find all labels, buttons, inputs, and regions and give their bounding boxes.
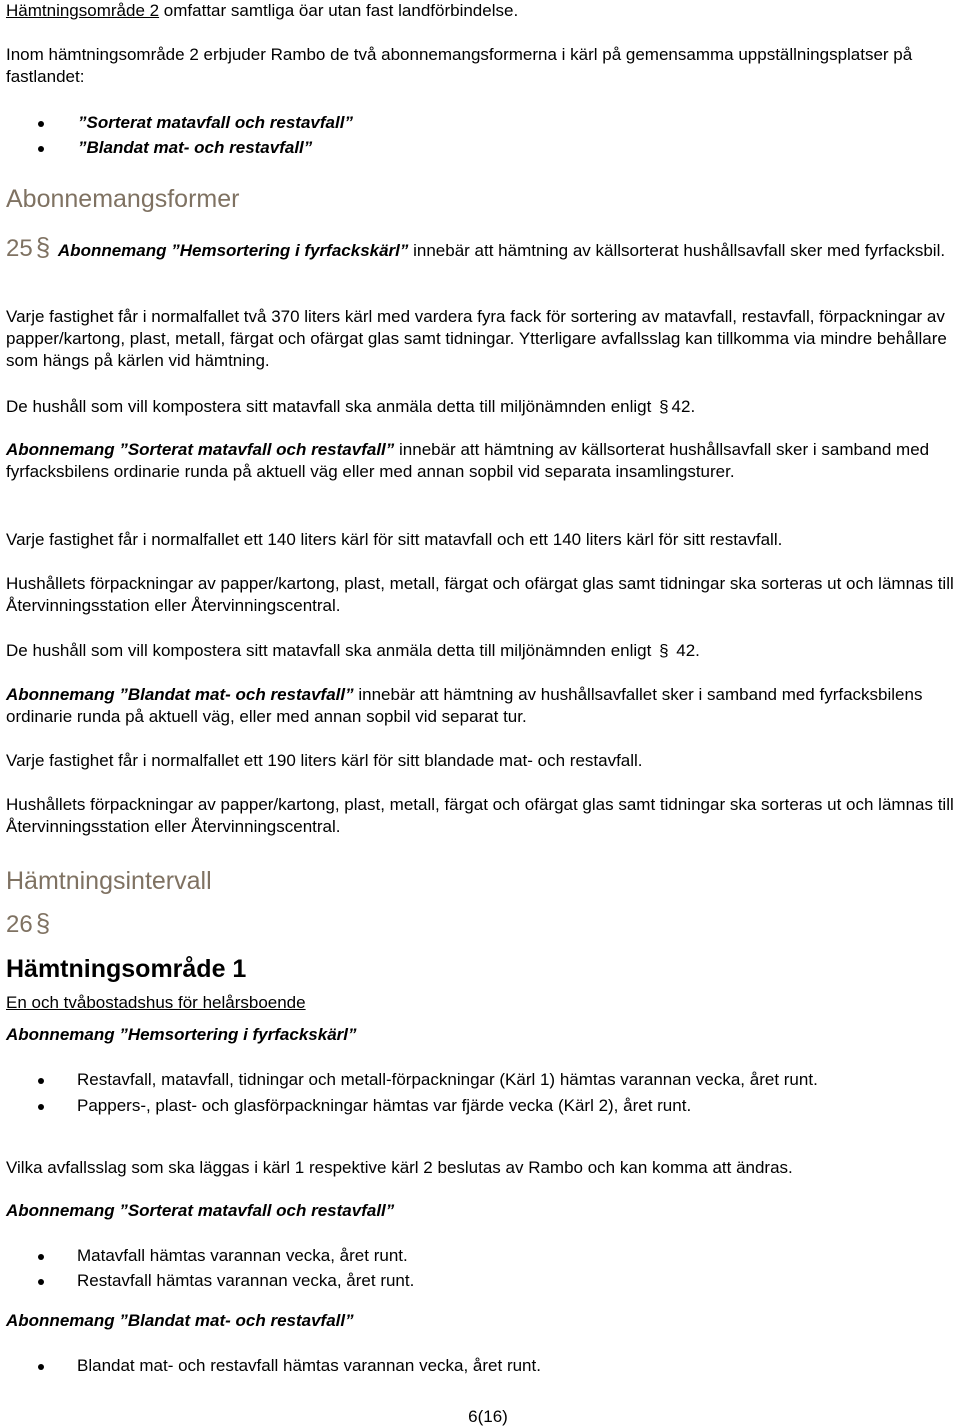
bullet-icon	[38, 1104, 44, 1110]
paragraph	[6, 684, 956, 728]
bullet-icon	[38, 1279, 44, 1285]
paragraph	[6, 396, 956, 418]
list-item-text: Restavfall, matavfall, tidningar och metall-förpackningar (Kärl 1) hämtas varannan vecka, året runt.	[77, 1070, 818, 1089]
bullet-icon	[38, 1078, 44, 1084]
paragraph: Hushållets förpackningar av papper/kartong, plast, metall, färgat och ofärgat glas samt tidningar ska sorteras ut och lämnas till Återvinningsstation eller Återvinningscentral.	[6, 795, 954, 836]
list-item	[6, 1355, 956, 1377]
section-heading-hamtningsintervall: Hämtningsintervall	[6, 867, 212, 895]
section-symbol: §	[35, 908, 51, 938]
para-26	[6, 910, 53, 940]
bullet-icon	[38, 146, 44, 152]
section-number: 26	[6, 911, 33, 938]
subscription-name: Abonnemang ”Sorterat matavfall och restavfall”	[6, 440, 395, 459]
para-25	[6, 234, 956, 264]
list-item	[6, 1245, 956, 1270]
subscription-heading: Abonnemang ”Sorterat matavfall och restavfall”	[6, 1201, 395, 1220]
subscription-heading: Abonnemang ”Blandat mat- och restavfall”	[6, 1311, 354, 1330]
para-text: innebär att hämtning av hushållsavfallet sker i samband med fyrfacksbilens ordinarie runda på aktuell väg, eller med annan sopbil vid separat tur.	[6, 685, 923, 726]
list-item	[6, 112, 946, 137]
section-heading-abonnemangsformer: Abonnemangsformer	[6, 185, 240, 213]
paragraph: Vilka avfallsslag som ska läggas i kärl 1 respektive kärl 2 beslutas av Rambo och kan komma att ändras.	[6, 1158, 793, 1177]
list-item-text: Pappers-, plast- och glasförpackningar hämtas var fjärde vecka (Kärl 2), året runt.	[77, 1096, 692, 1115]
list-item-text: ”Blandat mat- och restavfall”	[78, 138, 313, 157]
section-number: 25	[6, 235, 33, 262]
list-item	[6, 1069, 956, 1091]
section-symbol: §	[659, 397, 669, 416]
section-symbol: §	[35, 232, 51, 262]
bullet-icon	[38, 1364, 44, 1370]
list-item	[6, 137, 946, 159]
list-item	[6, 1095, 956, 1117]
bullet-icon	[38, 121, 44, 127]
area1-title: Hämtningsområde 1	[6, 955, 247, 983]
paragraph	[6, 439, 956, 483]
paragraph: Hushållets förpackningar av papper/kartong, plast, metall, färgat och ofärgat glas samt tidningar ska sorteras ut och lämnas till Återvinningsstation eller Återvinningscentral.	[6, 574, 954, 615]
list-item-text: Blandat mat- och restavfall hämtas varannan vecka, året runt.	[77, 1356, 541, 1375]
para-text: 42.	[671, 397, 696, 416]
area2-text: omfattar samtliga öar utan fast landförbindelse.	[159, 1, 519, 20]
subtitle: En och tvåbostadshus för helårsboende	[6, 993, 306, 1012]
para-text: innebär att hämtning av källsorterat hushållsavfall sker med fyrfacksbil.	[408, 241, 946, 260]
paragraph: Varje fastighet får i normalfallet ett 190 liters kärl för sitt blandade mat- och restavfall.	[6, 751, 643, 770]
bullet-list	[6, 1069, 956, 1117]
intro-bullet-list	[6, 112, 946, 159]
intro-paragraph: Inom hämtningsområde 2 erbjuder Rambo de två abonnemangsformerna i kärl på gemensamma uppställningsplatser på fastlandet:	[6, 45, 913, 86]
subscription-name: Abonnemang ”Hemsortering i fyrfackskärl”	[57, 241, 409, 260]
area2-line	[6, 0, 518, 22]
para-text: 42.	[671, 641, 700, 660]
bullet-list	[6, 1355, 956, 1377]
paragraph: Varje fastighet får i normalfallet ett 140 liters kärl för sitt matavfall och ett 140 liters kärl för sitt restavfall.	[6, 530, 783, 549]
section-symbol: §	[659, 641, 669, 660]
list-item-text: ”Sorterat matavfall och restavfall”	[78, 113, 353, 132]
para-text: innebär att hämtning av källsorterat hushållsavfall sker i samband med fyrfacksbilens ordinarie runda på aktuell väg eller med annan sopbil vid separata insamlingsturer.	[6, 440, 930, 481]
para-text: De hushåll som vill kompostera sitt matavfall ska anmäla detta till miljönämnden enligt	[6, 641, 657, 660]
page-number: 6(16)	[468, 1407, 508, 1426]
list-item-text: Restavfall hämtas varannan vecka, året runt.	[77, 1271, 415, 1290]
list-item	[6, 1270, 956, 1292]
subscription-name: Abonnemang ”Blandat mat- och restavfall”	[6, 685, 354, 704]
bullet-icon	[38, 1254, 44, 1260]
list-item-text: Matavfall hämtas varannan vecka, året runt.	[77, 1246, 408, 1265]
paragraph: Varje fastighet får i normalfallet två 370 liters kärl med vardera fyra fack för sortering av matavfall, restavfall, förpackningar av papper/kartong, plast, metall, färgat och ofärgat glas samt tidningar. Ytterligare avfallsslag kan tillkomma via mindre behållare som hängs på kärlen vid hämtning.	[6, 307, 947, 370]
bullet-list	[6, 1245, 956, 1292]
para-text: De hushåll som vill kompostera sitt matavfall ska anmäla detta till miljönämnden enligt	[6, 397, 657, 416]
paragraph	[6, 640, 956, 662]
area2-title: Hämtningsområde 2	[6, 1, 160, 20]
subscription-heading: Abonnemang ”Hemsortering i fyrfackskärl”	[6, 1025, 357, 1044]
